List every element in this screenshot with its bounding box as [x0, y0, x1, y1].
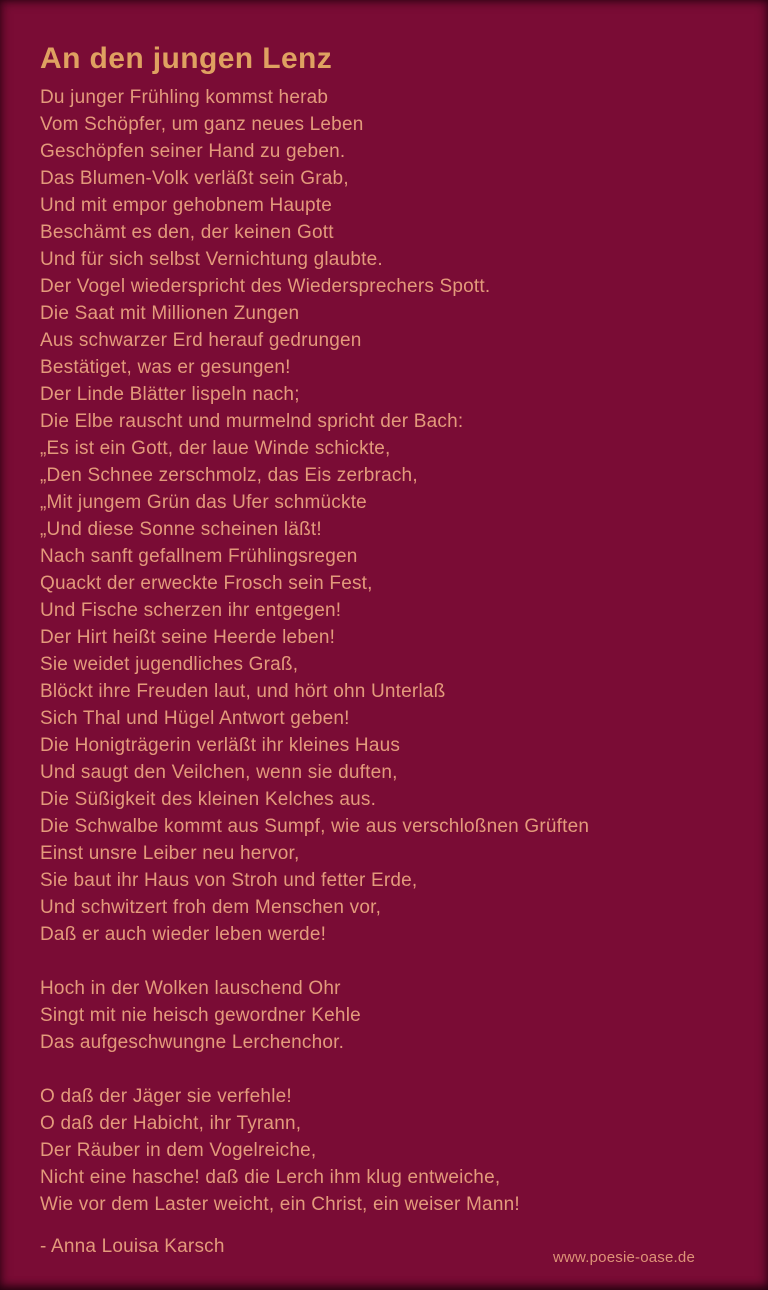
poem-line: Das aufgeschwungne Lerchenchor.: [40, 1031, 345, 1053]
poem-line: Blöckt ihre Freuden laut, und hört ohn Unterlaß: [40, 680, 446, 702]
poem-line: Vom Schöpfer, um ganz neues Leben: [40, 113, 364, 135]
poem-line: Beschämt es den, der keinen Gott: [40, 221, 334, 243]
poem-line: Und mit empor gehobnem Haupte: [40, 194, 333, 216]
poem-line: Die Elbe rauscht und murmelnd spricht der Bach:: [40, 410, 464, 432]
poem-line: Die Honigträgerin verläßt ihr kleines Haus: [40, 734, 401, 756]
poem-line: „Es ist ein Gott, der laue Winde schickte,: [40, 437, 391, 459]
poem-line: Einst unsre Leiber neu hervor,: [40, 842, 300, 864]
author-attribution: - Anna Louisa Karsch: [40, 1235, 225, 1257]
poem-stanza: [40, 975, 732, 1056]
poem-line: Wie vor dem Laster weicht, ein Christ, ein weiser Mann!: [40, 1193, 520, 1215]
poem-line: Nicht eine hasche! daß die Lerch ihm klug entweiche,: [40, 1166, 501, 1188]
website-watermark: www.poesie-oase.de: [552, 1249, 695, 1266]
poem-line: Der Räuber in dem Vogelreiche,: [40, 1139, 317, 1161]
poem-title: An den jungen Lenz: [40, 42, 333, 75]
poem-line: Du junger Frühling kommst herab: [40, 86, 329, 108]
poem-line: Der Vogel wiederspricht des Wiedersprechers Spott.: [40, 275, 491, 297]
poem-line: Die Schwalbe kommt aus Sumpf, wie aus verschloßnen Grüften: [40, 815, 590, 837]
poem-line: Die Süßigkeit des kleinen Kelches aus.: [40, 788, 377, 810]
poem-line: Daß er auch wieder leben werde!: [40, 923, 327, 945]
poem-line: Der Hirt heißt seine Heerde leben!: [40, 626, 336, 648]
poem-line: Und für sich selbst Vernichtung glaubte.: [40, 248, 383, 270]
poem-line: Die Saat mit Millionen Zungen: [40, 302, 300, 324]
poem-line: Nach sanft gefallnem Frühlingsregen: [40, 545, 358, 567]
poem-line: Singt mit nie heisch gewordner Kehle: [40, 1004, 361, 1026]
poem-line: Quackt der erweckte Frosch sein Fest,: [40, 572, 373, 594]
poem-body: [40, 84, 732, 1218]
poem-line: Und saugt den Veilchen, wenn sie duften,: [40, 761, 398, 783]
poem-line: „Den Schnee zerschmolz, das Eis zerbrach,: [40, 464, 418, 486]
poem-line: Hoch in der Wolken lauschend Ohr: [40, 977, 341, 999]
poem-line: „Mit jungem Grün das Ufer schmückte: [40, 491, 367, 513]
poem-line: Und schwitzert froh dem Menschen vor,: [40, 896, 382, 918]
poem-content: [40, 42, 732, 1260]
poem-line: Bestätiget, was er gesungen!: [40, 356, 291, 378]
poem-line: O daß der Jäger sie verfehle!: [40, 1085, 292, 1107]
poem-line: Sie baut ihr Haus von Stroh und fetter Erde,: [40, 869, 418, 891]
poem-line: Aus schwarzer Erd herauf gedrungen: [40, 329, 362, 351]
poem-stanza: [40, 1083, 732, 1218]
poem-line: Und Fische scherzen ihr entgegen!: [40, 599, 342, 621]
poem-line: „Und diese Sonne scheinen läßt!: [40, 518, 322, 540]
poem-line: Sie weidet jugendliches Graß,: [40, 653, 299, 675]
poem-line: Das Blumen-Volk verläßt sein Grab,: [40, 167, 349, 189]
poem-line: Der Linde Blätter lispeln nach;: [40, 383, 300, 405]
poem-line: Geschöpfen seiner Hand zu geben.: [40, 140, 346, 162]
poem-line: Sich Thal und Hügel Antwort geben!: [40, 707, 350, 729]
poem-line: O daß der Habicht, ihr Tyrann,: [40, 1112, 302, 1134]
poem-stanza: [40, 84, 732, 948]
